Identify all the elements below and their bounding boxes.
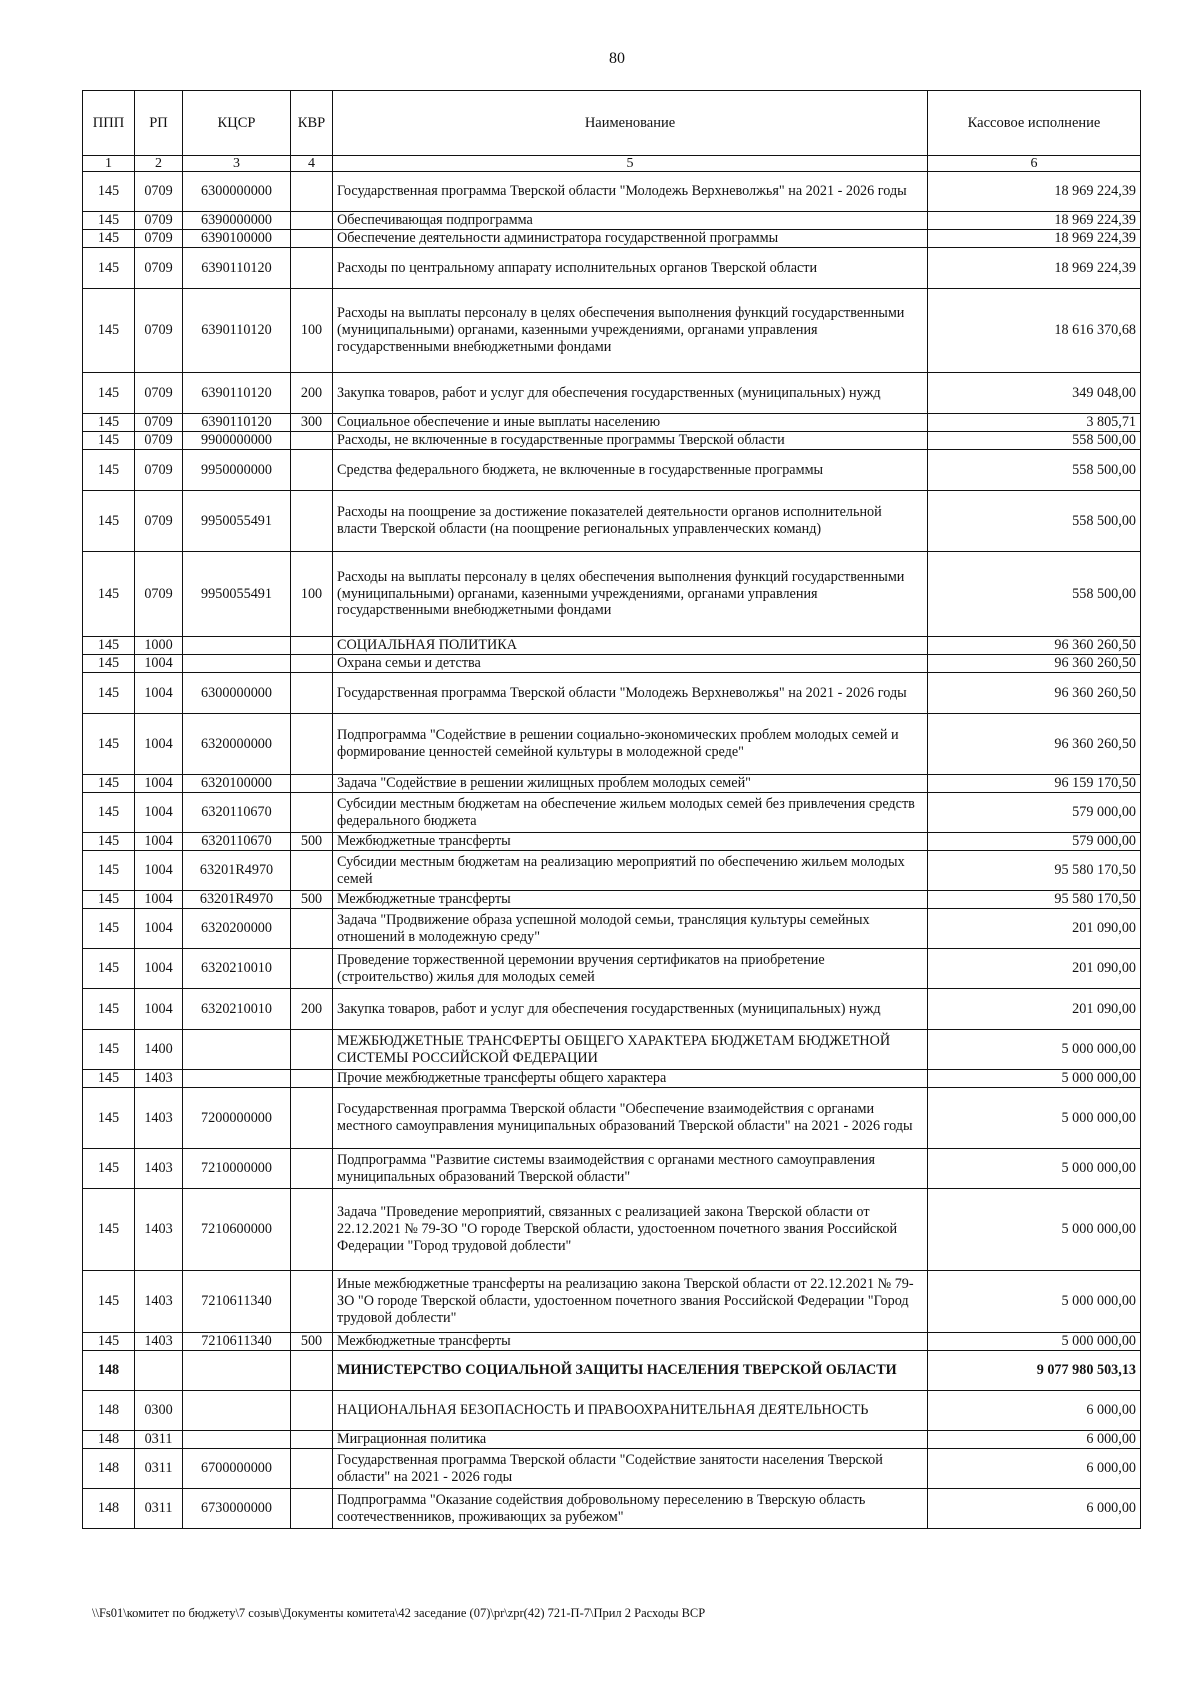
cell-kcsr xyxy=(183,1070,291,1088)
cell-name: Задача "Продвижение образа успешной молодой семьи, трансляция культуры семейных отношений в молодежную среду" xyxy=(333,909,928,949)
cell-kvr xyxy=(291,450,333,491)
cell-ppp: 145 xyxy=(83,212,135,230)
cell-kvr xyxy=(291,1189,333,1271)
cell-amount: 18 969 224,39 xyxy=(928,212,1141,230)
cell-amount: 95 580 170,50 xyxy=(928,851,1141,891)
cell-amount: 18 969 224,39 xyxy=(928,248,1141,289)
cell-kcsr: 6390000000 xyxy=(183,212,291,230)
cell-amount: 6 000,00 xyxy=(928,1391,1141,1431)
cell-name: Миграционная политика xyxy=(333,1431,928,1449)
cell-ppp: 145 xyxy=(83,1333,135,1351)
cell-amount: 95 580 170,50 xyxy=(928,891,1141,909)
cell-ppp: 145 xyxy=(83,1070,135,1088)
cell-ppp: 145 xyxy=(83,552,135,637)
cell-amount: 6 000,00 xyxy=(928,1431,1141,1449)
cell-amount: 96 360 260,50 xyxy=(928,655,1141,673)
cell-rp: 1004 xyxy=(135,673,183,714)
cell-name: МЕЖБЮДЖЕТНЫЕ ТРАНСФЕРТЫ ОБЩЕГО ХАРАКТЕРА БЮДЖЕТАМ БЮДЖЕТНОЙ СИСТЕМЫ РОССИЙСКОЙ ФЕДЕРАЦИИ xyxy=(333,1030,928,1070)
cell-amount: 96 159 170,50 xyxy=(928,775,1141,793)
cell-kcsr: 6700000000 xyxy=(183,1449,291,1489)
table-row xyxy=(83,775,1141,793)
cell-rp: 0709 xyxy=(135,172,183,212)
cell-kcsr: 6320100000 xyxy=(183,775,291,793)
cell-name: Задача "Проведение мероприятий, связанных с реализацией закона Тверской области от 22.12.2021 № 79-ЗО "О городе Тверской области, удостоенном почетного звания Российской Федерации "Город трудовой доблести" xyxy=(333,1189,928,1271)
cell-name: Расходы на поощрение за достижение показателей деятельности органов исполнительной власти Тверской области (на поощрение региональных управленческих команд) xyxy=(333,491,928,552)
cell-ppp: 145 xyxy=(83,1030,135,1070)
cell-amount: 18 969 224,39 xyxy=(928,172,1141,212)
table-body xyxy=(83,172,1141,1529)
header-amount: Кассовое исполнение xyxy=(928,91,1141,156)
table-row xyxy=(83,793,1141,833)
cell-rp: 0709 xyxy=(135,414,183,432)
cell-amount: 18 969 224,39 xyxy=(928,230,1141,248)
cell-kvr: 100 xyxy=(291,289,333,373)
cell-rp: 1004 xyxy=(135,833,183,851)
cell-rp: 0709 xyxy=(135,289,183,373)
cell-kvr xyxy=(291,1449,333,1489)
cell-ppp: 145 xyxy=(83,373,135,414)
cell-ppp: 145 xyxy=(83,248,135,289)
cell-rp: 1403 xyxy=(135,1088,183,1149)
table-row xyxy=(83,1149,1141,1189)
cell-name: Субсидии местным бюджетам на обеспечение жильем молодых семей без привлечения средств федерального бюджета xyxy=(333,793,928,833)
table-row xyxy=(83,1030,1141,1070)
cell-amount: 579 000,00 xyxy=(928,793,1141,833)
cell-ppp: 148 xyxy=(83,1489,135,1529)
cell-amount: 5 000 000,00 xyxy=(928,1030,1141,1070)
cell-name: Расходы на выплаты персоналу в целях обеспечения выполнения функций государственными (муниципальными) органами, казенными учреждениями, органами управления государственными внебюджетными фондами xyxy=(333,289,928,373)
cell-amount: 3 805,71 xyxy=(928,414,1141,432)
cell-ppp: 145 xyxy=(83,793,135,833)
table-row xyxy=(83,172,1141,212)
cell-ppp: 145 xyxy=(83,172,135,212)
column-number: 5 xyxy=(333,156,928,172)
table-row xyxy=(83,637,1141,655)
cell-kcsr: 7210600000 xyxy=(183,1189,291,1271)
cell-ppp: 148 xyxy=(83,1391,135,1431)
cell-ppp: 145 xyxy=(83,637,135,655)
cell-ppp: 145 xyxy=(83,775,135,793)
cell-kcsr: 6320110670 xyxy=(183,793,291,833)
cell-kvr xyxy=(291,1391,333,1431)
cell-ppp: 145 xyxy=(83,891,135,909)
cell-amount: 96 360 260,50 xyxy=(928,637,1141,655)
page-number: 80 xyxy=(609,50,625,67)
cell-kcsr xyxy=(183,1030,291,1070)
table-row xyxy=(83,450,1141,491)
cell-rp: 0709 xyxy=(135,552,183,637)
cell-amount: 5 000 000,00 xyxy=(928,1149,1141,1189)
table-row xyxy=(83,1351,1141,1391)
cell-kvr xyxy=(291,673,333,714)
table-row xyxy=(83,491,1141,552)
cell-kvr: 100 xyxy=(291,552,333,637)
column-number: 1 xyxy=(83,156,135,172)
cell-name: НАЦИОНАЛЬНАЯ БЕЗОПАСНОСТЬ И ПРАВООХРАНИТЕЛЬНАЯ ДЕЯТЕЛЬНОСТЬ xyxy=(333,1391,928,1431)
cell-kvr xyxy=(291,248,333,289)
cell-ppp: 148 xyxy=(83,1449,135,1489)
cell-kcsr: 6300000000 xyxy=(183,673,291,714)
cell-rp: 1004 xyxy=(135,989,183,1030)
cell-kcsr: 6320210010 xyxy=(183,989,291,1030)
footer-path: \\Fs01\комитет по бюджету\7 созыв\Документы комитета\42 заседание (07)\pr\zpr(42) 721-П-7\Прил 2 Расходы ВСР xyxy=(92,1606,706,1620)
cell-kcsr: 9900000000 xyxy=(183,432,291,450)
cell-rp xyxy=(135,1351,183,1391)
cell-rp: 1004 xyxy=(135,793,183,833)
cell-name: Расходы по центральному аппарату исполнительных органов Тверской области xyxy=(333,248,928,289)
cell-name: Иные межбюджетные трансферты на реализацию закона Тверской области от 22.12.2021 № 79-ЗО "О городе Тверской области, удостоенном почетного звания Российской Федерации "Город трудовой доблести" xyxy=(333,1271,928,1333)
cell-ppp: 145 xyxy=(83,230,135,248)
header-name: Наименование xyxy=(333,91,928,156)
cell-rp: 0709 xyxy=(135,491,183,552)
cell-rp: 1004 xyxy=(135,891,183,909)
cell-ppp: 145 xyxy=(83,1088,135,1149)
cell-name: Обеспечение деятельности администратора государственной программы xyxy=(333,230,928,248)
table-row xyxy=(83,1391,1141,1431)
cell-kvr xyxy=(291,851,333,891)
cell-kcsr: 6300000000 xyxy=(183,172,291,212)
cell-rp: 0709 xyxy=(135,212,183,230)
cell-name: СОЦИАЛЬНАЯ ПОЛИТИКА xyxy=(333,637,928,655)
cell-rp: 1400 xyxy=(135,1030,183,1070)
table-row xyxy=(83,1189,1141,1271)
cell-kvr xyxy=(291,1431,333,1449)
cell-kcsr: 9950000000 xyxy=(183,450,291,491)
cell-kvr: 200 xyxy=(291,373,333,414)
table-row xyxy=(83,1271,1141,1333)
cell-kcsr: 6320110670 xyxy=(183,833,291,851)
cell-kvr xyxy=(291,491,333,552)
cell-rp: 1004 xyxy=(135,655,183,673)
cell-name: Охрана семьи и детства xyxy=(333,655,928,673)
cell-kcsr xyxy=(183,637,291,655)
cell-kcsr xyxy=(183,1391,291,1431)
cell-kcsr: 6390110120 xyxy=(183,373,291,414)
cell-amount: 5 000 000,00 xyxy=(928,1070,1141,1088)
cell-kvr xyxy=(291,1149,333,1189)
cell-amount: 9 077 980 503,13 xyxy=(928,1351,1141,1391)
budget-table xyxy=(82,90,1141,1529)
cell-ppp: 145 xyxy=(83,714,135,775)
table-row xyxy=(83,909,1141,949)
cell-name: Социальное обеспечение и иные выплаты населению xyxy=(333,414,928,432)
cell-name: Закупка товаров, работ и услуг для обеспечения государственных (муниципальных) нужд xyxy=(333,373,928,414)
cell-kcsr: 63201R4970 xyxy=(183,891,291,909)
table-row xyxy=(83,655,1141,673)
cell-kcsr xyxy=(183,655,291,673)
cell-kvr xyxy=(291,637,333,655)
cell-rp: 0709 xyxy=(135,373,183,414)
cell-kcsr: 6390110120 xyxy=(183,248,291,289)
cell-name: Государственная программа Тверской области "Молодежь Верхневолжья" на 2021 - 2026 годы xyxy=(333,172,928,212)
cell-kcsr: 9950055491 xyxy=(183,491,291,552)
cell-ppp: 145 xyxy=(83,989,135,1030)
table-row xyxy=(83,949,1141,989)
cell-kvr xyxy=(291,212,333,230)
cell-rp: 1004 xyxy=(135,775,183,793)
cell-name: Прочие межбюджетные трансферты общего характера xyxy=(333,1070,928,1088)
cell-rp: 0709 xyxy=(135,450,183,491)
cell-rp: 1403 xyxy=(135,1149,183,1189)
cell-amount: 5 000 000,00 xyxy=(928,1189,1141,1271)
table-row xyxy=(83,289,1141,373)
cell-name: Подпрограмма "Содействие в решении социально-экономических проблем молодых семей и формирование ценностей семейной культуры в молодежной среде" xyxy=(333,714,928,775)
cell-kvr xyxy=(291,1088,333,1149)
cell-amount: 6 000,00 xyxy=(928,1489,1141,1529)
cell-ppp: 145 xyxy=(83,851,135,891)
cell-name: Обеспечивающая подпрограмма xyxy=(333,212,928,230)
cell-rp: 1403 xyxy=(135,1189,183,1271)
cell-amount: 5 000 000,00 xyxy=(928,1088,1141,1149)
cell-ppp: 145 xyxy=(83,414,135,432)
table-row xyxy=(83,673,1141,714)
cell-kvr: 500 xyxy=(291,833,333,851)
cell-kvr xyxy=(291,1030,333,1070)
table-row xyxy=(83,1449,1141,1489)
table-row xyxy=(83,891,1141,909)
cell-amount: 201 090,00 xyxy=(928,949,1141,989)
cell-kvr xyxy=(291,230,333,248)
cell-kvr xyxy=(291,714,333,775)
cell-name: Расходы на выплаты персоналу в целях обеспечения выполнения функций государственными (муниципальными) органами, казенными учреждениями, органами управления государственными внебюджетными фондами xyxy=(333,552,928,637)
column-number: 4 xyxy=(291,156,333,172)
cell-ppp: 145 xyxy=(83,673,135,714)
header-ppp: ППП xyxy=(83,91,135,156)
table-row xyxy=(83,432,1141,450)
cell-kvr xyxy=(291,1351,333,1391)
cell-ppp: 145 xyxy=(83,909,135,949)
cell-name: Межбюджетные трансферты xyxy=(333,833,928,851)
cell-rp: 1403 xyxy=(135,1070,183,1088)
table-row xyxy=(83,414,1141,432)
cell-name: Межбюджетные трансферты xyxy=(333,891,928,909)
cell-ppp: 148 xyxy=(83,1431,135,1449)
cell-ppp: 145 xyxy=(83,1271,135,1333)
cell-kvr xyxy=(291,432,333,450)
cell-name: Средства федерального бюджета, не включенные в государственные программы xyxy=(333,450,928,491)
cell-kcsr: 7210611340 xyxy=(183,1333,291,1351)
cell-kvr xyxy=(291,1489,333,1529)
table-row xyxy=(83,833,1141,851)
cell-name: Государственная программа Тверской области "Молодежь Верхневолжья" на 2021 - 2026 годы xyxy=(333,673,928,714)
cell-name: МИНИСТЕРСТВО СОЦИАЛЬНОЙ ЗАЩИТЫ НАСЕЛЕНИЯ ТВЕРСКОЙ ОБЛАСТИ xyxy=(333,1351,928,1391)
cell-rp: 1004 xyxy=(135,909,183,949)
cell-kvr xyxy=(291,655,333,673)
cell-name: Государственная программа Тверской области "Обеспечение взаимодействия с органами местного самоуправления муниципальных образований Тверской области" на 2021 - 2026 годы xyxy=(333,1088,928,1149)
cell-name: Закупка товаров, работ и услуг для обеспечения государственных (муниципальных) нужд xyxy=(333,989,928,1030)
column-number: 3 xyxy=(183,156,291,172)
column-number: 6 xyxy=(928,156,1141,172)
cell-kcsr: 6320200000 xyxy=(183,909,291,949)
cell-rp: 0709 xyxy=(135,432,183,450)
header-kcsr: КЦСР xyxy=(183,91,291,156)
table-row xyxy=(83,1070,1141,1088)
cell-kcsr: 7210000000 xyxy=(183,1149,291,1189)
cell-ppp: 145 xyxy=(83,432,135,450)
cell-ppp: 145 xyxy=(83,1189,135,1271)
table-row xyxy=(83,1431,1141,1449)
cell-ppp: 145 xyxy=(83,1149,135,1189)
cell-rp: 0311 xyxy=(135,1489,183,1529)
cell-ppp: 145 xyxy=(83,289,135,373)
cell-rp: 1004 xyxy=(135,851,183,891)
cell-rp: 0311 xyxy=(135,1449,183,1489)
cell-kvr: 200 xyxy=(291,989,333,1030)
cell-name: Межбюджетные трансферты xyxy=(333,1333,928,1351)
cell-name: Расходы, не включенные в государственные программы Тверской области xyxy=(333,432,928,450)
cell-name: Задача "Содействие в решении жилищных проблем молодых семей" xyxy=(333,775,928,793)
table-row xyxy=(83,1088,1141,1149)
table-row xyxy=(83,373,1141,414)
cell-kvr xyxy=(291,909,333,949)
cell-kcsr: 9950055491 xyxy=(183,552,291,637)
cell-kcsr xyxy=(183,1351,291,1391)
cell-amount: 558 500,00 xyxy=(928,450,1141,491)
cell-kvr xyxy=(291,1271,333,1333)
table-row xyxy=(83,1489,1141,1529)
cell-kvr xyxy=(291,949,333,989)
cell-kcsr: 63201R4970 xyxy=(183,851,291,891)
cell-kvr: 500 xyxy=(291,891,333,909)
cell-rp: 0709 xyxy=(135,248,183,289)
cell-kvr: 300 xyxy=(291,414,333,432)
cell-amount: 558 500,00 xyxy=(928,432,1141,450)
table-row xyxy=(83,1333,1141,1351)
table-row xyxy=(83,230,1141,248)
table-row xyxy=(83,851,1141,891)
cell-kvr xyxy=(291,793,333,833)
cell-amount: 579 000,00 xyxy=(928,833,1141,851)
cell-kvr: 500 xyxy=(291,1333,333,1351)
table-row xyxy=(83,714,1141,775)
cell-kvr xyxy=(291,1070,333,1088)
header-row xyxy=(83,91,1141,156)
cell-amount: 558 500,00 xyxy=(928,552,1141,637)
cell-amount: 5 000 000,00 xyxy=(928,1333,1141,1351)
cell-rp: 1403 xyxy=(135,1333,183,1351)
cell-rp: 0300 xyxy=(135,1391,183,1431)
cell-amount: 5 000 000,00 xyxy=(928,1271,1141,1333)
cell-kcsr: 6320000000 xyxy=(183,714,291,775)
table-row xyxy=(83,989,1141,1030)
cell-rp: 1004 xyxy=(135,949,183,989)
cell-rp: 0709 xyxy=(135,230,183,248)
cell-kcsr: 6320210010 xyxy=(183,949,291,989)
header-kvr: КВР xyxy=(291,91,333,156)
table-row xyxy=(83,248,1141,289)
cell-amount: 18 616 370,68 xyxy=(928,289,1141,373)
cell-amount: 201 090,00 xyxy=(928,909,1141,949)
column-number-row xyxy=(83,156,1141,172)
cell-amount: 349 048,00 xyxy=(928,373,1141,414)
cell-amount: 201 090,00 xyxy=(928,989,1141,1030)
column-number: 2 xyxy=(135,156,183,172)
cell-rp: 1000 xyxy=(135,637,183,655)
cell-name: Подпрограмма "Оказание содействия добровольному переселению в Тверскую область соотечественников, проживающих за рубежом" xyxy=(333,1489,928,1529)
cell-rp: 1403 xyxy=(135,1271,183,1333)
cell-name: Подпрограмма "Развитие системы взаимодействия с органами местного самоуправления муниципальных образований Тверской области" xyxy=(333,1149,928,1189)
header-rp: РП xyxy=(135,91,183,156)
cell-kcsr xyxy=(183,1431,291,1449)
cell-amount: 6 000,00 xyxy=(928,1449,1141,1489)
cell-name: Проведение торжественной церемонии вручения сертификатов на приобретение (строительство) жилья для молодых семей xyxy=(333,949,928,989)
cell-name: Субсидии местным бюджетам на реализацию мероприятий по обеспечению жильем молодых семей xyxy=(333,851,928,891)
cell-kcsr: 6390110120 xyxy=(183,289,291,373)
cell-rp: 1004 xyxy=(135,714,183,775)
cell-kcsr: 6730000000 xyxy=(183,1489,291,1529)
cell-amount: 96 360 260,50 xyxy=(928,714,1141,775)
cell-rp: 0311 xyxy=(135,1431,183,1449)
cell-kcsr: 7210611340 xyxy=(183,1271,291,1333)
cell-kcsr: 6390100000 xyxy=(183,230,291,248)
cell-kvr xyxy=(291,172,333,212)
table-row xyxy=(83,552,1141,637)
cell-kvr xyxy=(291,775,333,793)
table-row xyxy=(83,212,1141,230)
cell-ppp: 145 xyxy=(83,491,135,552)
cell-kcsr: 7200000000 xyxy=(183,1088,291,1149)
cell-ppp: 145 xyxy=(83,949,135,989)
cell-ppp: 145 xyxy=(83,833,135,851)
cell-amount: 96 360 260,50 xyxy=(928,673,1141,714)
cell-kcsr: 6390110120 xyxy=(183,414,291,432)
cell-amount: 558 500,00 xyxy=(928,491,1141,552)
cell-ppp: 148 xyxy=(83,1351,135,1391)
cell-name: Государственная программа Тверской области "Содействие занятости населения Тверской области" на 2021 - 2026 годы xyxy=(333,1449,928,1489)
cell-ppp: 145 xyxy=(83,450,135,491)
cell-ppp: 145 xyxy=(83,655,135,673)
